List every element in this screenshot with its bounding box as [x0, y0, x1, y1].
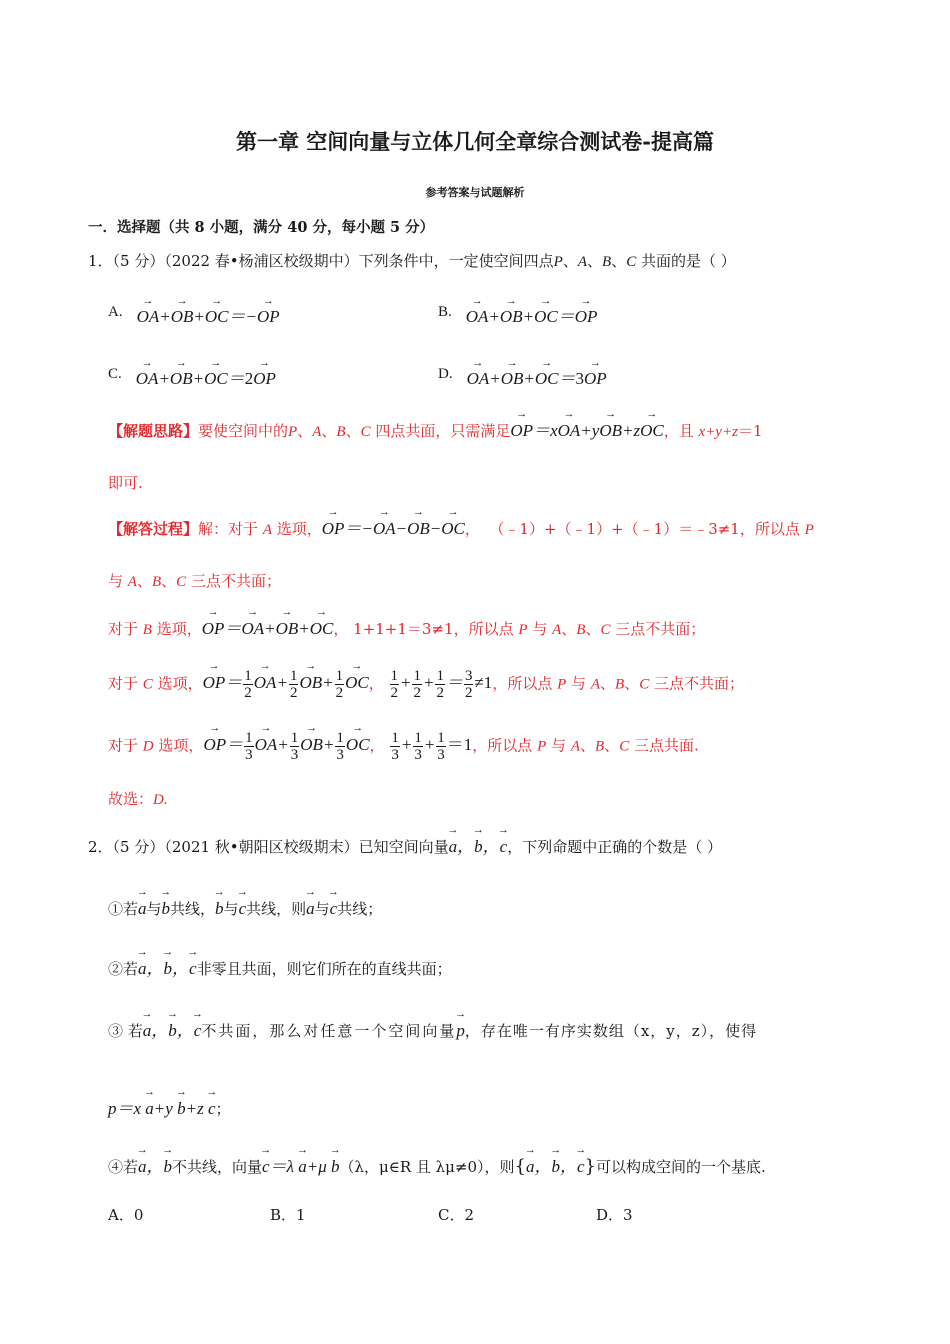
q2-statement-1: ①若→ a与→ b共线，→ b与→ c共线，则→ a与→ c共线；: [108, 898, 382, 920]
q2-statement-3-formula: p＝x → a+y → b+z → c；: [108, 1098, 231, 1120]
q1-solution-b: 对于 B 选项，→ OP＝→ OA+→ OB+→ OC， 1+1+1＝3≠1，所以点 P 与 A、B、C 三点不共面；: [108, 618, 705, 641]
q2-choice-a: A．0: [108, 1206, 144, 1224]
page-title: 第一章 空间向量与立体几何全章综合测试卷-提高篇: [235, 129, 715, 154]
q2-stem: 2．（5 分）（2021 秋•朝阳区校级期末）已知空间向量→ a，→ b，→ c，下列命题中正确的个数是（ ）: [88, 836, 722, 858]
q1-solution-c: 对于 C 选项，→ OP＝ $\frac{1}{2}$ → OA+ $\frac{1}{2}$ → OB+ $\frac{1}{2}$ → OC， $\frac{1}{2}$ + $\frac{1}{2}$ + $\frac{1}{2}$ ＝ $\frac{3}{2}$ ≠1，所以点 P 与 A、B、C 三点不共面；: [108, 668, 744, 701]
q2-statement-3: ③ 若→ a，→ b，→ c不共面，那么对任意一个空间向量→ p，存在唯一有序实数组（x，y，z），使得: [108, 1020, 864, 1042]
q1-hint: 【解题思路】要使空间中的P、A、B、C 四点共面，只需满足→ OP＝x→ OA+y→ OB+z→ OC，且 x+y+z＝1: [108, 420, 762, 443]
q1-option-c: C.→ OA+→ OB+→ OC＝2→ OP: [108, 364, 276, 389]
q2-choice-d: D．3: [596, 1206, 633, 1224]
q1-solution-d: 对于 D 选项，→ OP＝ $\frac{1}{3}$ → OA+ $\frac{1}{3}$ → OB+ $\frac{1}{3}$ → OC， $\frac{1}{3}$ + $\frac{1}{3}$ + $\frac{1}{3}$ ＝1，所以点 P 与 A、B、C 三点共面.: [108, 730, 699, 763]
q2-choice-b: B．1: [270, 1206, 306, 1224]
q1-option-a: A.→ OA+→ OB+→ OC＝−→ OP: [108, 302, 280, 327]
q2-choice-c: C．2: [438, 1206, 475, 1224]
page-subtitle: 参考答案与试题解析: [425, 186, 525, 199]
section-heading: 一．选择题（共 8 小题，满分 40 分，每小题 5 分）: [88, 219, 435, 236]
q1-solution-a: 【解答过程】解：对于 A 选项，→ OP＝−→ OA−→ OB−→ OC， （﹣1）+（﹣1）+（﹣1）＝﹣3≠1，所以点 P: [108, 518, 814, 541]
q1-hint-end: 即可.: [108, 474, 143, 492]
q1-solution-a-end: 与 A、B、C 三点不共面；: [108, 572, 281, 590]
q2-statement-4: ④若→ a，→ b不共线，向量→ c＝λ → a+μ → b（λ，μ∈R 且 λμ≠0），则{→ a，→ b，→ c}可以构成空间的一个基底.: [108, 1156, 766, 1178]
q1-option-d: D.→ OA+→ OB+→ OC＝3→ OP: [438, 364, 607, 389]
q1-option-b: B.→ OA+→ OB+→ OC＝→ OP: [438, 302, 597, 327]
q1-answer: 故选：D.: [108, 790, 168, 808]
q1-stem: 1．（5 分）（2022 春•杨浦区校级期中）下列条件中，一定使空间四点P、A、B、C 共面的是（ ）: [88, 252, 736, 270]
q2-statement-2: ②若→ a，→ b，→ c非零且共面，则它们所在的直线共面；: [108, 958, 452, 980]
